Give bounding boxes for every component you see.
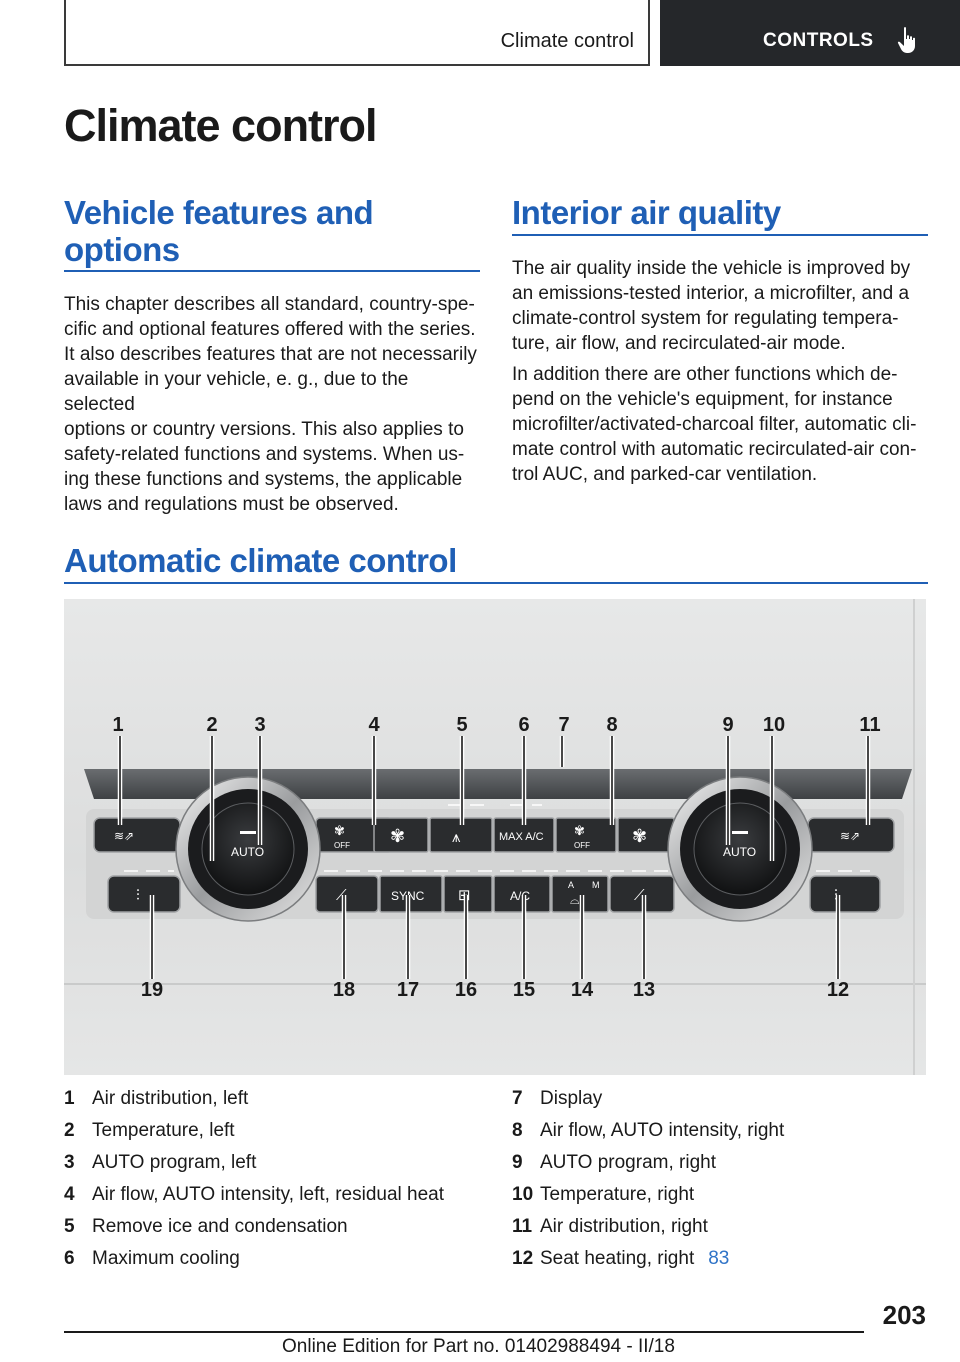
callout-4: 4 [368, 714, 380, 736]
legend-text: Air distribution, right [540, 1216, 708, 1237]
vehicle-features-text [64, 292, 484, 517]
callout-1: 1 [112, 714, 124, 736]
legend-number: 11 [512, 1216, 533, 1237]
legend-text: Temperature, left [92, 1120, 235, 1141]
svg-text:⫶: ⫶ [834, 887, 838, 904]
legend-item [512, 1087, 784, 1119]
page-title: Climate control [64, 100, 377, 151]
callout-12: 12 [826, 979, 850, 1001]
legend-text: Seat heating, right [540, 1248, 695, 1269]
legend-item [64, 1151, 444, 1183]
svg-text:⊞: ⊞ [458, 887, 471, 904]
page-reference-link[interactable]: 83 [708, 1248, 730, 1269]
legend-item [64, 1087, 444, 1119]
heading-vehicle-line2: options [64, 231, 180, 268]
legend-item [512, 1247, 784, 1279]
text-line: mate control with automatic recirculated-air con- [512, 439, 917, 460]
svg-text:≋⇗: ≋⇗ [114, 829, 135, 843]
svg-text:⟋: ⟋ [634, 887, 645, 904]
legend-text: AUTO program, right [540, 1152, 716, 1173]
legend-number: 4 [64, 1184, 75, 1205]
legend-left [64, 1087, 444, 1279]
auto-label-left: AUTO [231, 845, 265, 859]
callout-17: 17 [396, 979, 420, 1001]
text-line: pend on the vehicle's equipment, for instance [512, 389, 893, 410]
off-label-left: OFF [334, 841, 350, 850]
callout-14: 14 [570, 979, 594, 1001]
callout-16: 16 [454, 979, 478, 1001]
legend-text: Air flow, AUTO intensity, right [540, 1120, 785, 1141]
svg-text:✾: ✾ [334, 823, 345, 838]
legend-number: 7 [512, 1088, 523, 1109]
callout-6: 6 [518, 714, 530, 736]
legend-text: Maximum cooling [92, 1248, 240, 1269]
text-line: an emissions-tested interior, a microfilter, and a [512, 283, 910, 304]
legend-number: 8 [512, 1120, 523, 1141]
legend-number: 9 [512, 1152, 523, 1173]
legend-item [512, 1151, 784, 1183]
off-label-right: OFF [574, 841, 590, 850]
ac-label: A/C [510, 889, 531, 903]
legend-number: 1 [64, 1088, 75, 1109]
callout-15: 15 [512, 979, 536, 1001]
climate-control-panel-illustration [64, 599, 926, 1075]
seat-heating-right-button [810, 876, 880, 912]
callout-8: 8 [606, 714, 618, 736]
legend-number: 10 [512, 1184, 534, 1205]
heading-rule-vehicle [64, 270, 480, 272]
footer-edition-text: Online Edition for Part no. 01402988494 - II/18 [282, 1336, 675, 1357]
seat-heating-left-button [108, 876, 180, 912]
callout-9: 9 [722, 714, 734, 736]
auc-m-label: M [592, 880, 600, 890]
text-line: available in your vehicle, e. g., due to the selected [64, 369, 409, 415]
legend-item [64, 1183, 444, 1215]
svg-text:⫶: ⫶ [136, 887, 140, 904]
callout-7: 7 [558, 714, 570, 736]
svg-text:⩚: ⩚ [452, 829, 461, 846]
legend-number: 5 [64, 1216, 75, 1237]
auto-label-right: AUTO [723, 845, 757, 859]
legend-number: 12 [512, 1248, 534, 1269]
callout-2: 2 [206, 714, 218, 736]
temperature-knob-left [176, 777, 320, 921]
footer-rule [64, 1331, 864, 1333]
legend-item [512, 1215, 784, 1247]
pointing-hand-icon [896, 26, 920, 54]
svg-text:✾: ✾ [390, 826, 406, 846]
header-section-label: Climate control [500, 30, 634, 52]
legend-number: 3 [64, 1152, 75, 1173]
page-number: 203 [882, 1300, 926, 1330]
svg-text:✾: ✾ [574, 823, 585, 838]
legend-item [64, 1247, 444, 1279]
callout-19: 19 [140, 979, 164, 1001]
legend-text: Display [540, 1088, 603, 1109]
heading-vehicle-features [64, 194, 373, 268]
callout-18: 18 [332, 979, 356, 1001]
seat-heating-left-inner-button [316, 876, 378, 912]
legend-right [512, 1087, 784, 1279]
heading-rule-auto [64, 582, 928, 584]
text-line: cific and optional features offered with the series. [64, 319, 476, 340]
legend-number: 2 [64, 1120, 75, 1141]
temperature-knob-right [668, 777, 812, 921]
heading-rule-air [512, 234, 928, 236]
legend-text: Air distribution, left [92, 1088, 249, 1109]
air-quality-text [512, 256, 932, 493]
text-line: This chapter describes all standard, country-spe- [64, 294, 475, 315]
legend-text: Remove ice and condensation [92, 1216, 348, 1237]
text-line: trol AUC, and parked-car ventilation. [512, 464, 818, 485]
max-ac-label: MAX A/C [499, 831, 544, 843]
text-line: In addition there are other functions which de- [512, 364, 898, 385]
sync-label: SYNC [391, 889, 425, 903]
svg-text:≋⇗: ≋⇗ [840, 829, 861, 843]
svg-text:✾: ✾ [632, 826, 648, 846]
callout-5: 5 [456, 714, 468, 736]
text-line: It also describes features that are not necessarily [64, 344, 477, 365]
header-section-tab [64, 0, 650, 66]
header-chapter-tab[interactable] [660, 0, 960, 66]
callout-13: 13 [632, 979, 656, 1001]
text-line: ing these functions and systems, the applicable [64, 469, 463, 490]
legend-text: Temperature, right [540, 1184, 695, 1205]
heading-interior-air-quality: Interior air quality [512, 194, 781, 231]
auc-a-label: A [568, 880, 575, 890]
air-distribution-left-button [94, 818, 180, 852]
legend-item [64, 1215, 444, 1247]
text-line: microfilter/activated-charcoal filter, automatic cli- [512, 414, 917, 435]
text-line: laws and regulations must be observed. [64, 494, 399, 515]
text-line: ture, air flow, and recirculated-air mode. [512, 333, 846, 354]
callout-10: 10 [762, 714, 786, 736]
text-line: climate-control system for regulating tempera- [512, 308, 899, 329]
heading-automatic-climate-control: Automatic climate control [64, 542, 457, 579]
header-chapter-label: CONTROLS [763, 30, 874, 51]
svg-text:⟋: ⟋ [336, 887, 347, 904]
text-line: The air quality inside the vehicle is improved by [512, 258, 911, 279]
text-line: safety-related functions and systems. When us- [64, 444, 465, 465]
legend-item [64, 1119, 444, 1151]
legend-text: AUTO program, left [92, 1152, 257, 1173]
text-line: options or country versions. This also applies to [64, 419, 464, 440]
legend-item [512, 1119, 784, 1151]
svg-text:⌓: ⌓ [570, 893, 580, 907]
callout-3: 3 [254, 714, 266, 736]
heading-vehicle-line1: Vehicle features and [64, 194, 374, 231]
legend-text: Air flow, AUTO intensity, left, residual heat [92, 1184, 445, 1205]
legend-item [512, 1183, 784, 1215]
legend-number: 6 [64, 1248, 75, 1269]
callout-11: 11 [859, 714, 881, 736]
